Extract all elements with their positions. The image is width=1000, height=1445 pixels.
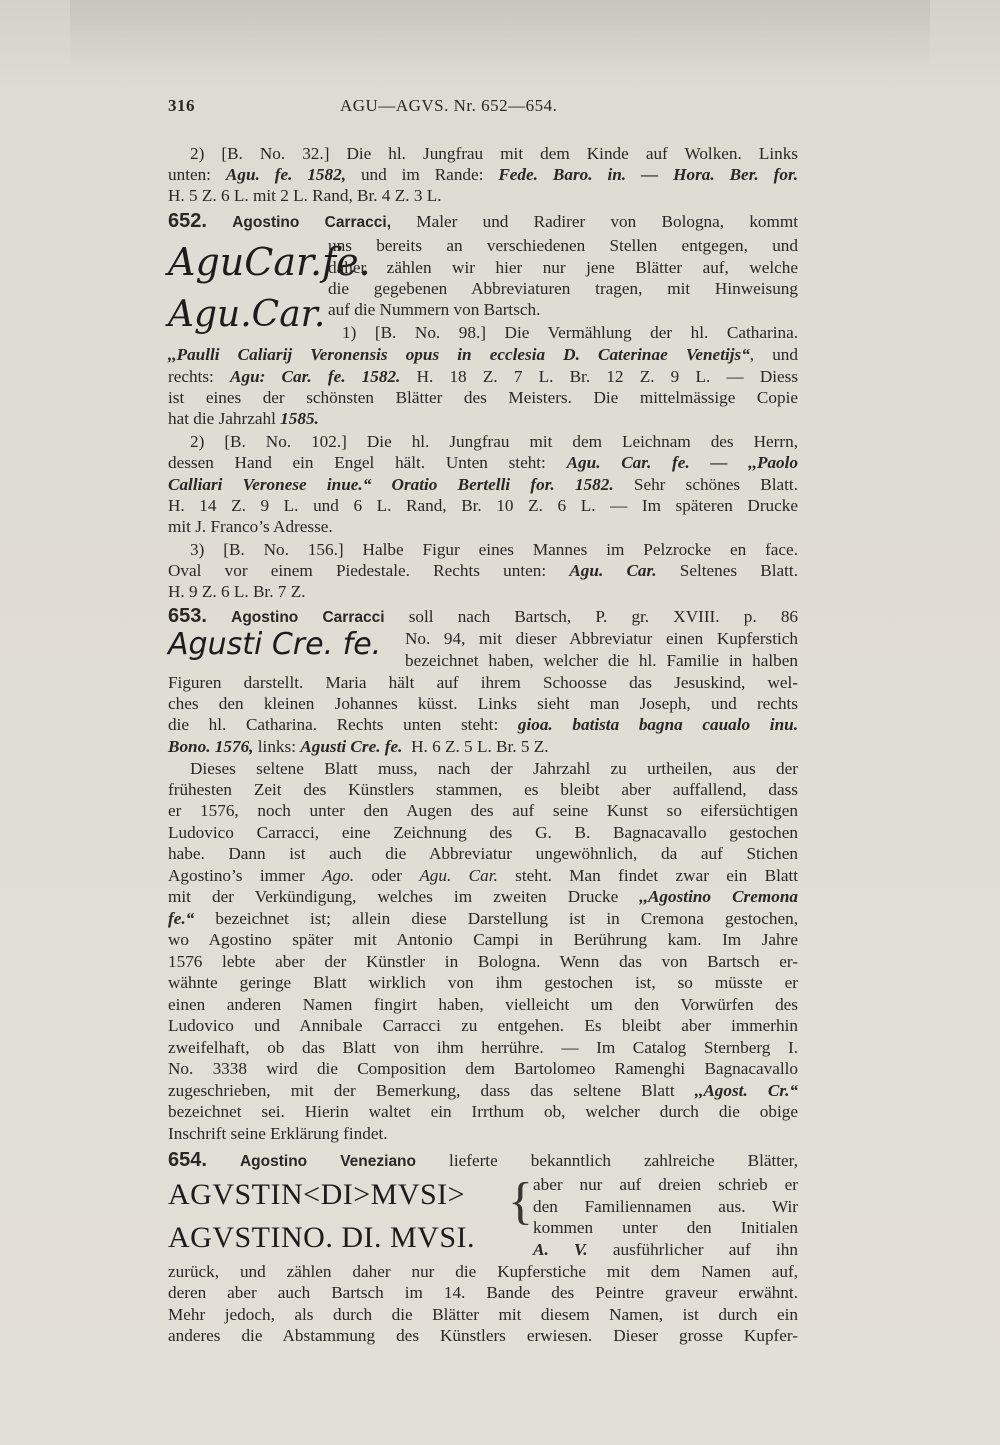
text-line: zurück, und zählen daher nur die Kupferstiche mit dem Namen auf, [168,1262,798,1281]
text-line: deren aber auch Bartsch im 14. Bande des Peintre graveur erwähnt. [168,1283,798,1302]
text-line: bezeichnet sei. Hierin waltet ein Irrthum ob, welcher durch die obige [168,1102,798,1121]
text-line: Bono. 1576, links: Agusti Cre. fe. H. 6 Z. 5 L. Br. 5 Z. [168,737,549,756]
entry-number: 652. [168,210,207,232]
text-line: ist eines der schönsten Blätter des Meisters. Die mittelmässige Copie [168,388,798,407]
text-line: Oval vor einem Piedestale. Rechts unten: Agu. Car. Seltenes Blatt. [168,561,799,580]
text-line: Calliari Veronese inue.“ Oratio Bertelli for. 1582. Sehr schönes Blatt. [168,475,799,494]
text-line: Agostino’s immer Ago. oder Agu. Car. steht. Man findet zwar ein Blatt [168,866,799,885]
text-line: ches den kleinen Johannes küsst. Links sieht man Joseph, und rechts [168,694,798,713]
text-line: ,,Paulli Caliarij Veronensis opus in ecclesia D. Caterinae Venetijs“, und [168,345,798,364]
text-line: H. 5 Z. 6 L. mit 2 L. Rand, Br. 4 Z. 3 L. [168,186,442,205]
entry-number: 654. [168,1149,207,1171]
text-line: rechts: Agu: Car. fe. 1582. H. 18 Z. 7 L. Br. 12 Z. 9 L. — Diess [168,367,799,386]
text-line: 2) [B. No. 32.] Die hl. Jungfrau mit dem Kinde auf Wolken. Links [190,144,798,163]
inscription-agvstin-di-mvsi: AGVSTIN<DI>MVSI> [168,1178,466,1211]
text-line: 3) [B. No. 156.] Halbe Figur eines Mannes im Pelzrocke en face. [190,540,798,559]
text-line: No. 94, mit dieser Abbreviatur einen Kupferstich [405,629,798,648]
text-line: 2) [B. No. 102.] Die hl. Jungfrau mit dem Leichnam des Herrn, [190,432,798,451]
scan-shadow [70,0,930,70]
text-line: mit J. Franco’s Adresse. [168,517,333,536]
text-line: er 1576, noch unter den Augen des auf seine Kunst so eifersüchtigen [168,801,798,820]
text-line: Ludovico Carracci, eine Zeichnung des G. B. Bagnacavallo gestochen [168,823,798,842]
text-line: Dieses seltene Blatt muss, nach der Jahrzahl zu urtheilen, aus der [190,759,798,778]
text-line: hat die Jahrzahl 1585. [168,409,319,428]
brace-symbol: { [508,1173,533,1230]
text-line: die hl. Catharina. Rechts unten steht: gioa. batista bagna caualo inu. [168,715,798,734]
text-line: zugeschrieben, mit der Bemerkung, dass das seltene Blatt ,,Agost. Cr.“ [168,1081,798,1100]
text-line: auf die Nummern von Bartsch. [328,300,541,319]
text-line: H. 9 Z. 6 L. Br. 7 Z. [168,582,306,601]
monogram-agu-car: Agu.Car. [168,294,326,335]
text-line: habe. Dann ist auch die Abbreviatur ungewöhnlich, da auf Stichen [168,844,798,863]
text-line: H. 14 Z. 9 L. und 6 L. Rand, Br. 10 Z. 6 L. — Im späteren Drucke [168,496,798,515]
artist-name: Agostino Carracci [231,609,385,626]
running-header: AGU—AGVS. Nr. 652—654. [340,96,558,115]
text-line: A. V. ausführlicher auf ihn [533,1240,798,1259]
text-line: unten: Agu. fe. 1582, und im Rande: Fede. Baro. in. — Hora. Ber. for. [168,165,799,184]
text-line: daher zählen wir hier nur jene Blätter auf, welche [328,258,798,277]
text-line: mit der Verkündigung, welches im zweiten Drucke ,,Agostino Cremona [168,887,798,906]
text-line: 1) [B. No. 98.] Die Vermählung der hl. Catharina. [342,323,798,342]
text-line: dessen Hand ein Engel hält. Unten steht: Agu. Car. fe. — ,,Paolo [168,453,798,472]
page-number: 316 [168,96,195,115]
entry-653-heading: 653. Agostino Carracci soll nach Bartsch, P. gr. XVIII. p. 86 [168,605,799,627]
entry-652-heading: 652. Agostino Carracci, Maler und Radirer von Bologna, kommt [168,210,799,232]
monogram-agusti-cre-fe: Agusti Cre. fe. [168,627,382,662]
text-line: Inschrift seine Erklärung findet. [168,1124,388,1143]
entry-number: 653. [168,605,207,627]
text-line: bezeichnet haben, welcher die hl. Familie in halben [405,651,798,670]
text-line: aber nur auf dreien schrieb er [533,1175,798,1194]
text-line: kommen unter den Initialen [533,1218,798,1237]
text-line: frühesten Zeit des Künstlers stammen, es bleibt aber auffallend, dass [168,780,798,799]
text-line: einen anderen Namen fingirt haben, vielleicht um den Vorwürfen des [168,995,798,1014]
entry-654-heading: 654. Agostino Veneziano lieferte bekanntlich zahlreiche Blätter, [168,1149,799,1171]
text-line: anderes die Abstammung des Künstlers erwiesen. Dieser grosse Kupfer- [168,1326,798,1345]
monogram-agucar-fe: AguCar.fe. [168,240,371,284]
text-line: zweifelhaft, ob das Blatt von ihm herrühre. — Im Catalog Sternberg I. [168,1038,798,1057]
text-line: 1576 lebte aber der Künstler in Bologna. Wenn das von Bartsch er- [168,952,798,971]
text-line: Ludovico und Annibale Carracci zu entgehen. Es bleibt aber immerhin [168,1016,798,1035]
text-line: uns bereits an verschiedenen Stellen entgegen, und [328,236,798,255]
text-line: den Familiennamen aus. Wir [533,1197,798,1216]
artist-name: Agostino Veneziano [239,1153,416,1170]
text-line: fe.“ bezeichnet ist; allein diese Darstellung ist in Cremona gestochen, [168,909,798,928]
text-line: Mehr jedoch, als durch die Blätter mit diesem Namen, ist durch ein [168,1305,798,1324]
text-line: No. 3338 wird die Composition dem Bartolomeo Ramenghi Bagnacavallo [168,1059,798,1078]
artist-name: Agostino Carracci, [232,214,392,231]
text-line: wo Agostino später mit Antonio Campi in Berührung kam. Im Jahre [168,930,798,949]
text-line: Figuren darstellt. Maria hält auf ihrem Schoosse das Jesuskind, wel- [168,673,798,692]
inscription-agvstino-di-mvsi: AGVSTINO. DI. MVSI. [168,1221,475,1254]
text-line: wähnte geringe Blatt wirklich von ihm gestochen ist, so müsste er [168,973,798,992]
text-line: die gegebenen Abbreviaturen tragen, mit Hinweisung [328,279,798,298]
